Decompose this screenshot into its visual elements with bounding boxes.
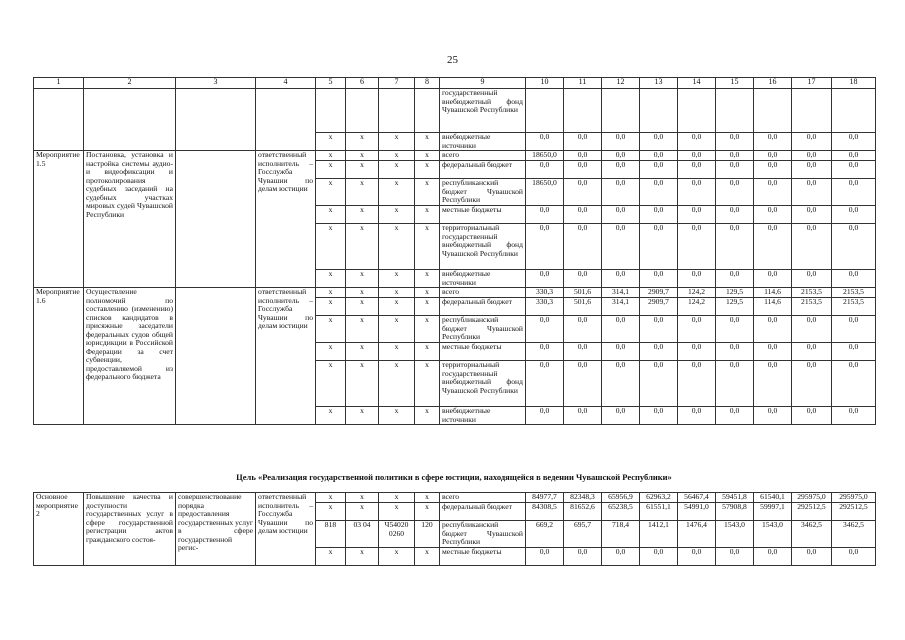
code-cell: x <box>346 493 379 503</box>
value-cell: 129,5 <box>716 298 754 316</box>
value-cell: 0,0 <box>564 270 602 288</box>
value-cell: 1476,4 <box>678 521 716 548</box>
table-row <box>34 493 876 503</box>
code-cell: x <box>415 407 440 425</box>
code-cell: x <box>346 161 379 179</box>
value-cell: 59451,8 <box>716 493 754 503</box>
value-cell: 0,0 <box>832 206 876 224</box>
code-cell: x <box>379 206 415 224</box>
code-cell: x <box>346 151 379 161</box>
value-cell: 54991,0 <box>678 503 716 521</box>
code-cell: x <box>316 270 346 288</box>
funding-source: республиканский бюджет Чувашской Республики <box>440 179 526 206</box>
code-cell: x <box>316 288 346 298</box>
value-cell: 295975,0 <box>832 493 876 503</box>
value-cell: 2153,5 <box>832 298 876 316</box>
value-cell: 0,0 <box>832 161 876 179</box>
value-cell: 0,0 <box>678 548 716 566</box>
column-number: 17 <box>792 78 832 89</box>
value-cell: 330,3 <box>526 298 564 316</box>
code-cell: x <box>415 206 440 224</box>
value-cell: 669,2 <box>526 521 564 548</box>
value-cell: 0,0 <box>754 343 792 361</box>
value-cell: 0,0 <box>678 270 716 288</box>
value-cell: 0,0 <box>792 361 832 407</box>
value-cell: 295975,0 <box>792 493 832 503</box>
column-number: 1 <box>34 78 84 89</box>
funding-source: внебюджетные источники <box>440 407 526 425</box>
value-cell: 82348,3 <box>564 493 602 503</box>
value-cell: 0,0 <box>792 316 832 343</box>
code-cell: x <box>415 224 440 270</box>
code-cell: x <box>316 548 346 566</box>
code-cell: x <box>415 151 440 161</box>
value-cell: 718,4 <box>602 521 640 548</box>
code-cell: x <box>316 316 346 343</box>
value-cell: 0,0 <box>678 224 716 270</box>
value-cell: 0,0 <box>832 316 876 343</box>
empty-cell <box>34 89 84 151</box>
table-row <box>34 89 876 133</box>
code-cell: x <box>346 224 379 270</box>
code-cell: x <box>346 288 379 298</box>
code-cell: x <box>415 179 440 206</box>
value-cell: 0,0 <box>716 316 754 343</box>
responsible-executor: ответственный исполнитель – Госслужба Чувашии по делам юстиции <box>256 288 316 425</box>
code-cell: x <box>415 288 440 298</box>
value-cell: 61551,1 <box>640 503 678 521</box>
empty-cell <box>176 288 256 425</box>
code-cell: x <box>415 548 440 566</box>
funding-source: территориальный государственный внебюджетный фонд Чувашской Республики <box>440 224 526 270</box>
value-cell: 0,0 <box>792 343 832 361</box>
value-cell <box>564 89 602 133</box>
code-cell: x <box>415 343 440 361</box>
value-cell: 0,0 <box>754 151 792 161</box>
code-cell: x <box>379 407 415 425</box>
value-cell: 0,0 <box>832 361 876 407</box>
column-number: 13 <box>640 78 678 89</box>
code-cell: x <box>316 493 346 503</box>
value-cell: 0,0 <box>526 161 564 179</box>
value-cell: 2909,7 <box>640 298 678 316</box>
value-cell: 0,0 <box>602 361 640 407</box>
value-cell: 0,0 <box>754 161 792 179</box>
value-cell: 0,0 <box>792 161 832 179</box>
code-cell: x <box>316 206 346 224</box>
code-cell: x <box>316 343 346 361</box>
event-id: Мероприятие 1.5 <box>34 151 84 288</box>
column-number: 8 <box>415 78 440 89</box>
value-cell: 0,0 <box>640 133 678 151</box>
value-cell: 0,0 <box>640 361 678 407</box>
value-cell: 0,0 <box>792 179 832 206</box>
value-cell: 0,0 <box>678 151 716 161</box>
code-cell: 120 <box>415 521 440 548</box>
code-cell: x <box>379 493 415 503</box>
value-cell: 0,0 <box>716 133 754 151</box>
value-cell: 0,0 <box>792 151 832 161</box>
column-number: 6 <box>346 78 379 89</box>
budget-table-main-event <box>33 492 876 566</box>
value-cell: 0,0 <box>602 179 640 206</box>
value-cell: 0,0 <box>602 206 640 224</box>
code-cell: x <box>415 493 440 503</box>
value-cell: 0,0 <box>832 224 876 270</box>
column-number: 12 <box>602 78 640 89</box>
column-number: 16 <box>754 78 792 89</box>
value-cell: 0,0 <box>526 206 564 224</box>
code-cell: x <box>379 298 415 316</box>
funding-source: республиканский бюджет Чувашской Республики <box>440 316 526 343</box>
value-cell: 0,0 <box>678 206 716 224</box>
funding-source: всего <box>440 151 526 161</box>
column-number: 14 <box>678 78 716 89</box>
value-cell <box>792 89 832 133</box>
code-cell: x <box>316 361 346 407</box>
value-cell: 0,0 <box>602 151 640 161</box>
code-cell: x <box>415 270 440 288</box>
empty-cell <box>176 151 256 288</box>
value-cell: 59997,1 <box>754 503 792 521</box>
value-cell: 0,0 <box>640 151 678 161</box>
code-cell: x <box>415 503 440 521</box>
value-cell: 1412,1 <box>640 521 678 548</box>
column-number: 10 <box>526 78 564 89</box>
code-cell: x <box>379 224 415 270</box>
value-cell: 0,0 <box>754 548 792 566</box>
value-cell: 56467,4 <box>678 493 716 503</box>
value-cell: 2153,5 <box>832 288 876 298</box>
value-cell <box>716 89 754 133</box>
value-cell: 0,0 <box>678 407 716 425</box>
value-cell: 0,0 <box>640 548 678 566</box>
code-cell: x <box>415 161 440 179</box>
code-cell <box>379 89 415 133</box>
goal-heading: Цель «Реализация государственной политики в сфере юстиции, находящейся в ведении Чувашской Республики» <box>236 472 672 482</box>
value-cell: 0,0 <box>640 316 678 343</box>
code-cell: x <box>316 151 346 161</box>
value-cell: 114,6 <box>754 298 792 316</box>
value-cell: 0,0 <box>832 151 876 161</box>
value-cell: 3462,5 <box>832 521 876 548</box>
value-cell: 501,6 <box>564 298 602 316</box>
event-name: Осуществление полномочий по составлению (изменению) списков кандидатов в присяжные заседатели федеральных судов общей юрисдикции в Российской Федерации за счет субвенции, предоставляемой из федерального бюджета <box>84 288 176 425</box>
value-cell: 0,0 <box>792 224 832 270</box>
value-cell: 57908,8 <box>716 503 754 521</box>
value-cell: 0,0 <box>526 548 564 566</box>
column-number: 7 <box>379 78 415 89</box>
code-cell: x <box>379 270 415 288</box>
value-cell: 0,0 <box>716 206 754 224</box>
value-cell: 0,0 <box>716 270 754 288</box>
value-cell: 0,0 <box>832 548 876 566</box>
value-cell: 65956,9 <box>602 493 640 503</box>
code-cell: x <box>415 133 440 151</box>
value-cell: 0,0 <box>564 316 602 343</box>
value-cell: 0,0 <box>716 361 754 407</box>
value-cell: 292512,5 <box>832 503 876 521</box>
value-cell: 0,0 <box>754 407 792 425</box>
value-cell: 0,0 <box>754 206 792 224</box>
value-cell: 0,0 <box>602 133 640 151</box>
code-cell: x <box>379 361 415 407</box>
value-cell: 0,0 <box>602 548 640 566</box>
column-number: 15 <box>716 78 754 89</box>
responsible-executor: ответственный исполнитель – Госслужба Чувашии по делам юстиции <box>256 493 316 566</box>
column-number: 3 <box>176 78 256 89</box>
value-cell: 0,0 <box>526 361 564 407</box>
empty-cell <box>256 89 316 151</box>
value-cell: 2909,7 <box>640 288 678 298</box>
value-cell: 0,0 <box>602 161 640 179</box>
value-cell: 0,0 <box>602 343 640 361</box>
value-cell: 292512,5 <box>792 503 832 521</box>
value-cell: 0,0 <box>564 224 602 270</box>
value-cell <box>754 89 792 133</box>
table-row <box>34 151 876 161</box>
code-cell: x <box>415 316 440 343</box>
column-number: 2 <box>84 78 176 89</box>
code-cell: x <box>346 133 379 151</box>
value-cell: 0,0 <box>678 179 716 206</box>
value-cell: 314,1 <box>602 298 640 316</box>
funding-source: местные бюджеты <box>440 206 526 224</box>
column-number: 18 <box>832 78 876 89</box>
value-cell: 0,0 <box>640 407 678 425</box>
code-cell: x <box>346 270 379 288</box>
value-cell: 0,0 <box>754 361 792 407</box>
event-target: совершенствование порядка предоставления государственных услуг в сфере государственной регис- <box>176 493 256 566</box>
value-cell: 0,0 <box>716 179 754 206</box>
value-cell: 0,0 <box>716 343 754 361</box>
value-cell: 0,0 <box>832 270 876 288</box>
funding-source: местные бюджеты <box>440 548 526 566</box>
code-cell: x <box>346 503 379 521</box>
funding-source: внебюджетные источники <box>440 133 526 151</box>
funding-source: федеральный бюджет <box>440 503 526 521</box>
value-cell: 62963,2 <box>640 493 678 503</box>
code-cell: x <box>346 179 379 206</box>
value-cell: 0,0 <box>640 270 678 288</box>
funding-source: всего <box>440 493 526 503</box>
value-cell: 124,2 <box>678 288 716 298</box>
value-cell <box>832 89 876 133</box>
value-cell: 0,0 <box>832 179 876 206</box>
value-cell: 0,0 <box>716 151 754 161</box>
code-cell: x <box>379 503 415 521</box>
code-cell: x <box>346 316 379 343</box>
value-cell: 124,2 <box>678 298 716 316</box>
code-cell: x <box>379 161 415 179</box>
code-cell: x <box>316 407 346 425</box>
value-cell: 65238,5 <box>602 503 640 521</box>
value-cell: 0,0 <box>526 224 564 270</box>
code-cell: x <box>415 361 440 407</box>
code-cell <box>316 89 346 133</box>
value-cell: 0,0 <box>716 407 754 425</box>
value-cell: 0,0 <box>602 316 640 343</box>
funding-source: территориальный государственный внебюджетный фонд Чувашской Республики <box>440 361 526 407</box>
value-cell: 330,3 <box>526 288 564 298</box>
event-id: Основное мероприятие 2 <box>34 493 84 566</box>
value-cell: 0,0 <box>564 548 602 566</box>
value-cell: 0,0 <box>754 133 792 151</box>
value-cell: 695,7 <box>564 521 602 548</box>
value-cell <box>678 89 716 133</box>
value-cell: 0,0 <box>716 548 754 566</box>
value-cell: 0,0 <box>640 179 678 206</box>
value-cell: 0,0 <box>792 270 832 288</box>
funding-source: республиканский бюджет Чувашской Республики <box>440 521 526 548</box>
code-cell: x <box>379 179 415 206</box>
event-name: Постановка, установка и настройка системы аудио- и видеофиксации и протоколирования судебных заседаний на судебных участках мировых судей Чувашской Республики <box>84 151 176 288</box>
value-cell: 0,0 <box>792 133 832 151</box>
value-cell <box>526 89 564 133</box>
value-cell: 18650,0 <box>526 179 564 206</box>
value-cell: 0,0 <box>526 343 564 361</box>
value-cell: 0,0 <box>564 179 602 206</box>
value-cell: 0,0 <box>564 407 602 425</box>
value-cell: 84308,5 <box>526 503 564 521</box>
value-cell: 0,0 <box>602 407 640 425</box>
value-cell: 0,0 <box>640 343 678 361</box>
value-cell: 0,0 <box>564 151 602 161</box>
funding-source: всего <box>440 288 526 298</box>
value-cell: 0,0 <box>640 206 678 224</box>
value-cell: 0,0 <box>564 361 602 407</box>
value-cell: 0,0 <box>678 361 716 407</box>
value-cell: 0,0 <box>716 161 754 179</box>
code-cell: x <box>415 298 440 316</box>
value-cell: 0,0 <box>526 133 564 151</box>
value-cell: 0,0 <box>754 224 792 270</box>
event-name: Повышение качества и доступности государственных услуг в сфере государственной регистрации актов гражданского состоя- <box>84 493 176 566</box>
value-cell: 501,6 <box>564 288 602 298</box>
value-cell <box>602 89 640 133</box>
code-cell: x <box>379 548 415 566</box>
funding-source: государственный внебюджетный фонд Чувашской Республики <box>440 89 526 133</box>
code-cell: x <box>379 343 415 361</box>
table-row <box>34 288 876 298</box>
value-cell: 2153,5 <box>792 288 832 298</box>
value-cell: 0,0 <box>678 316 716 343</box>
value-cell: 0,0 <box>678 133 716 151</box>
value-cell: 0,0 <box>602 270 640 288</box>
value-cell: 0,0 <box>754 179 792 206</box>
value-cell: 0,0 <box>792 206 832 224</box>
header-row <box>34 78 876 89</box>
value-cell: 0,0 <box>526 270 564 288</box>
value-cell: 0,0 <box>832 343 876 361</box>
value-cell: 0,0 <box>526 316 564 343</box>
value-cell: 0,0 <box>678 343 716 361</box>
code-cell: x <box>379 316 415 343</box>
funding-source: федеральный бюджет <box>440 298 526 316</box>
value-cell: 0,0 <box>754 270 792 288</box>
value-cell: 3462,5 <box>792 521 832 548</box>
value-cell: 0,0 <box>678 161 716 179</box>
value-cell: 0,0 <box>832 133 876 151</box>
empty-cell <box>84 89 176 151</box>
funding-source: местные бюджеты <box>440 343 526 361</box>
value-cell: 0,0 <box>564 343 602 361</box>
code-cell: x <box>316 503 346 521</box>
code-cell: x <box>346 206 379 224</box>
value-cell: 0,0 <box>640 224 678 270</box>
value-cell: 0,0 <box>564 133 602 151</box>
code-cell: Ч54020 0260 <box>379 521 415 548</box>
value-cell: 84977,7 <box>526 493 564 503</box>
column-number: 4 <box>256 78 316 89</box>
value-cell: 0,0 <box>754 316 792 343</box>
code-cell <box>346 89 379 133</box>
value-cell: 0,0 <box>564 161 602 179</box>
value-cell: 0,0 <box>832 407 876 425</box>
funding-source: федеральный бюджет <box>440 161 526 179</box>
code-cell: x <box>379 133 415 151</box>
budget-table <box>33 77 876 425</box>
event-id: Мероприятие 1.6 <box>34 288 84 425</box>
code-cell: x <box>346 361 379 407</box>
code-cell: x <box>316 298 346 316</box>
value-cell: 18650,0 <box>526 151 564 161</box>
code-cell: x <box>316 179 346 206</box>
value-cell: 0,0 <box>792 548 832 566</box>
column-number: 9 <box>440 78 526 89</box>
value-cell: 114,6 <box>754 288 792 298</box>
code-cell: 03 04 <box>346 521 379 548</box>
code-cell: x <box>379 288 415 298</box>
code-cell: x <box>379 151 415 161</box>
value-cell: 1543,0 <box>754 521 792 548</box>
value-cell <box>640 89 678 133</box>
code-cell: x <box>316 133 346 151</box>
code-cell: 818 <box>316 521 346 548</box>
value-cell: 0,0 <box>640 161 678 179</box>
empty-cell <box>176 89 256 151</box>
code-cell: x <box>346 407 379 425</box>
value-cell: 129,5 <box>716 288 754 298</box>
value-cell: 81652,6 <box>564 503 602 521</box>
value-cell: 1543,0 <box>716 521 754 548</box>
value-cell: 61540,1 <box>754 493 792 503</box>
code-cell: x <box>316 224 346 270</box>
page-number: 25 <box>447 54 458 66</box>
value-cell: 0,0 <box>564 206 602 224</box>
code-cell: x <box>346 298 379 316</box>
value-cell: 314,1 <box>602 288 640 298</box>
value-cell: 2153,5 <box>792 298 832 316</box>
code-cell: x <box>346 343 379 361</box>
code-cell: x <box>316 161 346 179</box>
value-cell: 0,0 <box>526 407 564 425</box>
code-cell <box>415 89 440 133</box>
value-cell: 0,0 <box>602 224 640 270</box>
column-number: 11 <box>564 78 602 89</box>
funding-source: внебюджетные источники <box>440 270 526 288</box>
value-cell: 0,0 <box>792 407 832 425</box>
responsible-executor: ответственный исполнитель – Госслужба Чувашии по делам юстиции <box>256 151 316 288</box>
value-cell: 0,0 <box>716 224 754 270</box>
code-cell: x <box>346 548 379 566</box>
column-number: 5 <box>316 78 346 89</box>
